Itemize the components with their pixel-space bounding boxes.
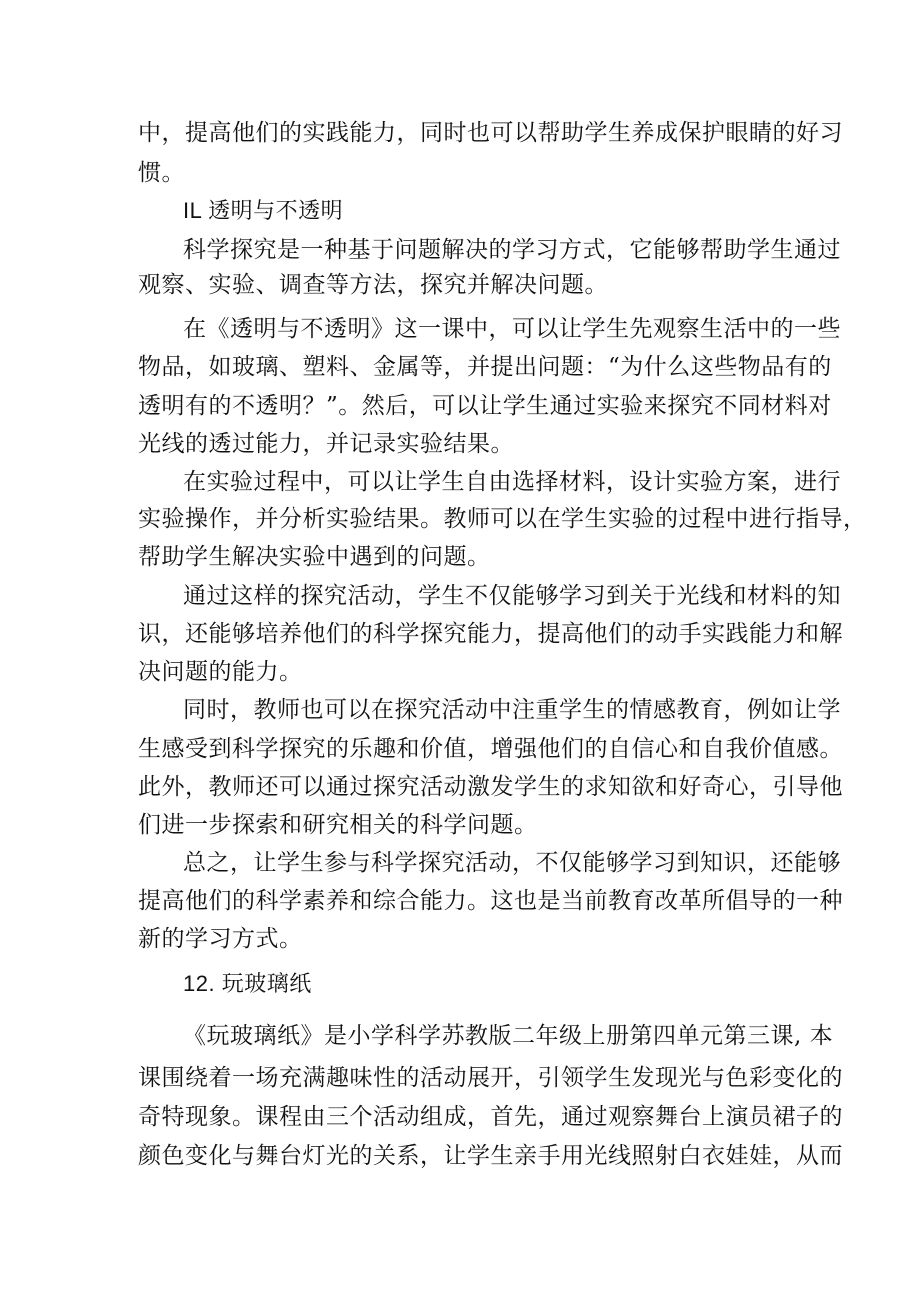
text-line: 中，提高他们的实践能力，同时也可以帮助学生养成保护眼睛的好习 [138, 120, 843, 146]
text-line: 生感受到科学探究的乐趣和价值，增强他们的自信心和自我价值感。 [138, 736, 843, 762]
section-heading-transparency: IL 透明与不透明 [183, 198, 344, 223]
text-line: 观察、实验、调查等方法，探究并解决问题。 [138, 272, 608, 298]
text-line: 决问题的能力。 [138, 659, 303, 685]
paragraph-line: 《玩玻璃纸》是小学科学苏教版二年级上册第四单元第三课, 本 [183, 1023, 834, 1049]
text-line: 新的学习方式。 [138, 926, 303, 952]
text-line: 们进一步探索和研究相关的科学问题。 [138, 812, 538, 838]
text-line: 透明有的不透明？”。然后，可以让学生通过实验来探究不同材料对 [138, 393, 832, 419]
text-line: 物品，如玻璃、塑料、金属等，并提出问题：“为什么这些物品有的 [138, 354, 832, 380]
text-line: 帮助学生解决实验中遇到的问题。 [138, 544, 491, 570]
text-line: 惯。 [138, 160, 185, 186]
text-line: 奇特现象。课程由三个活动组成，首先，通过观察舞台上演员裙子的 [138, 1104, 843, 1130]
paragraph-line: 在《透明与不透明》这一课中，可以让学生先观察生活中的一些 [183, 316, 841, 342]
text-line: 颜色变化与舞台灯光的关系，让学生亲手用光线照射白衣娃娃，从而 [138, 1143, 843, 1169]
text-line: 光线的透过能力，并记录实验结果。 [138, 431, 514, 457]
text-line: 课围绕着一场充满趣味性的活动展开，引领学生发现光与色彩变化的 [138, 1065, 843, 1091]
paragraph-line: 总之，让学生参与科学探究活动，不仅能够学习到知识，还能够 [183, 850, 841, 876]
text-line: 此外，教师还可以通过探究活动激发学生的求知欲和好奇心，引导他 [138, 774, 843, 800]
paragraph-line: 通过这样的探究活动，学生不仅能够学习到关于光线和材料的知 [183, 583, 841, 609]
text-line: 识，还能够培养他们的科学探究能力，提高他们的动手实践能力和解 [138, 621, 843, 647]
paragraph-line: 同时，教师也可以在探究活动中注重学生的情感教育，例如让学 [183, 697, 841, 723]
section-heading-glass-paper: 12. 玩玻璃纸 [183, 971, 312, 996]
paragraph-line: 科学探究是一种基于问题解决的学习方式，它能够帮助学生通过 [183, 237, 841, 263]
text-line: 实验操作，并分析实验结果。教师可以在学生实验的过程中进行指导， [138, 506, 867, 532]
paragraph-line: 在实验过程中，可以让学生自由选择材料，设计实验方案，进行 [183, 469, 841, 495]
text-line: 提高他们的科学素养和综合能力。这也是当前教育改革所倡导的一种 [138, 888, 843, 914]
